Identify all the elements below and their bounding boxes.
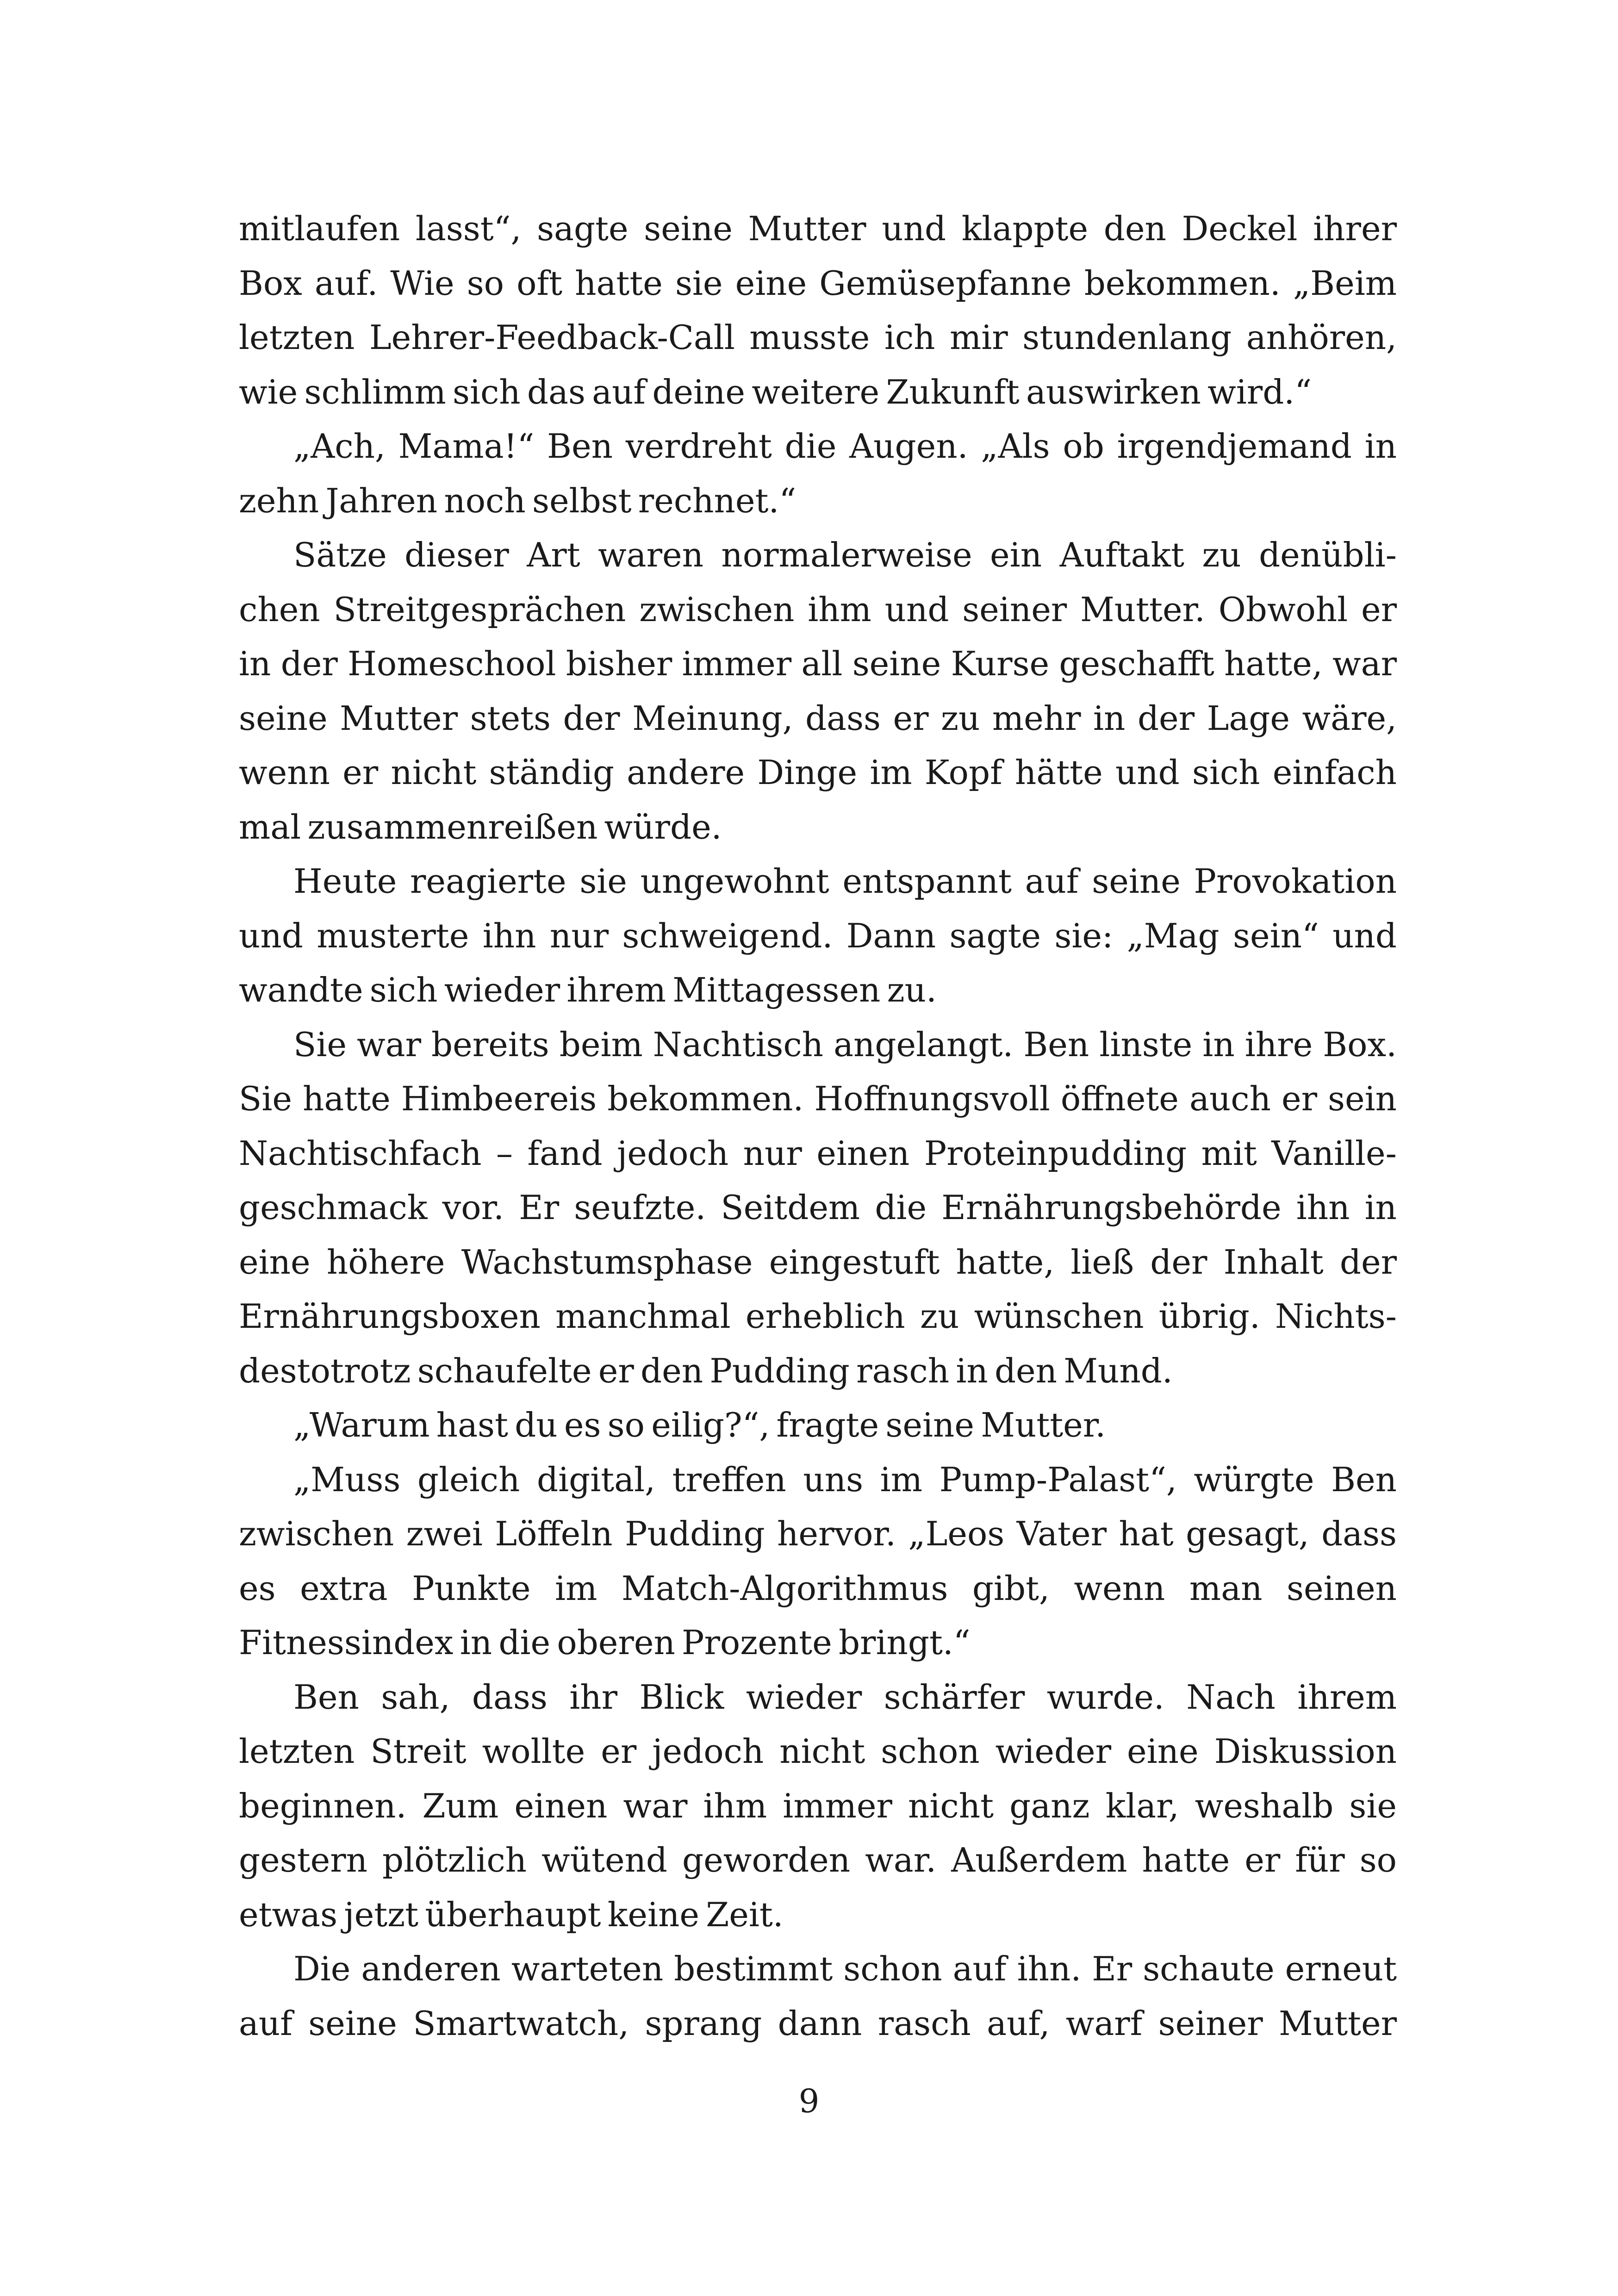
text-line: mal zusammenreißen würde.	[239, 807, 722, 846]
text-line: Sätze dieser Art waren normalerweise ein Auftakt zu denübli-	[293, 535, 1397, 574]
text-line: mitlaufen lasst“, sagte seine Mutter und klappte den Deckel ihrer	[239, 209, 1397, 248]
text-line: Fitnessindex in die oberen Prozente bringt.“	[239, 1623, 971, 1662]
text-line: Sie hatte Himbeereis bekommen. Hoffnungsvoll öffnete auch er sein	[239, 1079, 1397, 1118]
text-line: beginnen. Zum einen war ihm immer nicht ganz klar, weshalb sie	[239, 1786, 1397, 1825]
text-line: in der Homeschool bisher immer all seine Kurse geschafft hatte, war	[239, 644, 1397, 683]
text-line: „Warum hast du es so eilig?“, fragte seine Mutter.	[293, 1406, 1106, 1444]
text-line: eine höhere Wachstumsphase eingestuft hatte, ließ der Inhalt der	[239, 1242, 1397, 1282]
text-line: Nachtischfach – fand jedoch nur einen Proteinpudding mit Vanille-	[239, 1133, 1397, 1173]
text-line: Die anderen warteten bestimmt schon auf ihn. Er schaute erneut	[293, 1949, 1397, 1988]
text-line: gestern plötzlich wütend geworden war. Außerdem hatte er für so	[239, 1841, 1397, 1879]
text-line: Box auf. Wie so oft hatte sie eine Gemüsepfanne bekommen. „Beim	[239, 263, 1397, 303]
text-line: chen Streitgesprächen zwischen ihm und seiner Mutter. Obwohl er	[239, 590, 1397, 629]
text-line: wandte sich wieder ihrem Mittagessen zu.	[239, 971, 937, 1009]
text-line: „Ach, Mama!“ Ben verdreht die Augen. „Als ob irgendjemand in	[293, 427, 1397, 466]
text-line: Heute reagierte sie ungewohnt entspannt auf seine Provokation	[293, 862, 1397, 901]
text-line: letzten Lehrer-Feedback-Call musste ich mir stundenlang anhören,	[239, 318, 1397, 357]
text-line: zwischen zwei Löffeln Pudding hervor. „Leos Vater hat gesagt, dass	[239, 1514, 1397, 1553]
text-line: „Muss gleich digital, treffen uns im Pump-Palast“, würgte Ben	[293, 1460, 1397, 1499]
text-line: und musterte ihn nur schweigend. Dann sagte sie: „Mag sein“ und	[239, 916, 1397, 955]
text-line: destotrotz schaufelte er den Pudding rasch in den Mund.	[239, 1351, 1173, 1390]
text-line: letzten Streit wollte er jedoch nicht schon wieder eine Diskussion	[239, 1732, 1397, 1771]
text-line: Ernährungsboxen manchmal erheblich zu wünschen übrig. Nichts-	[239, 1297, 1397, 1336]
text-line: etwas jetzt überhaupt keine Zeit.	[239, 1895, 784, 1934]
text-line: Ben sah, dass ihr Blick wieder schärfer wurde. Nach ihrem	[293, 1677, 1397, 1717]
text-line: wie schlimm sich das auf deine weitere Zukunft auswirken wird.“	[239, 372, 1312, 411]
text-line: auf seine Smartwatch, sprang dann rasch auf, warf seiner Mutter	[239, 2004, 1397, 2043]
text-line: zehn Jahren noch selbst rechnet.“	[239, 481, 797, 520]
page-number: 9	[798, 2082, 820, 2120]
text-line: wenn er nicht ständig andere Dinge im Kopf hätte und sich einfach	[239, 753, 1397, 792]
text-line: geschmack vor. Er seufzte. Seitdem die Ernährungsbehörde ihn in	[239, 1188, 1397, 1227]
body-text	[239, 202, 1397, 2051]
text-line: seine Mutter stets der Meinung, dass er zu mehr in der Lage wäre,	[239, 698, 1397, 738]
text-line: Sie war bereits beim Nachtisch angelangt. Ben linste in ihre Box.	[293, 1025, 1397, 1064]
text-line: es extra Punkte im Match-Algorithmus gibt, wenn man seinen	[239, 1568, 1397, 1608]
